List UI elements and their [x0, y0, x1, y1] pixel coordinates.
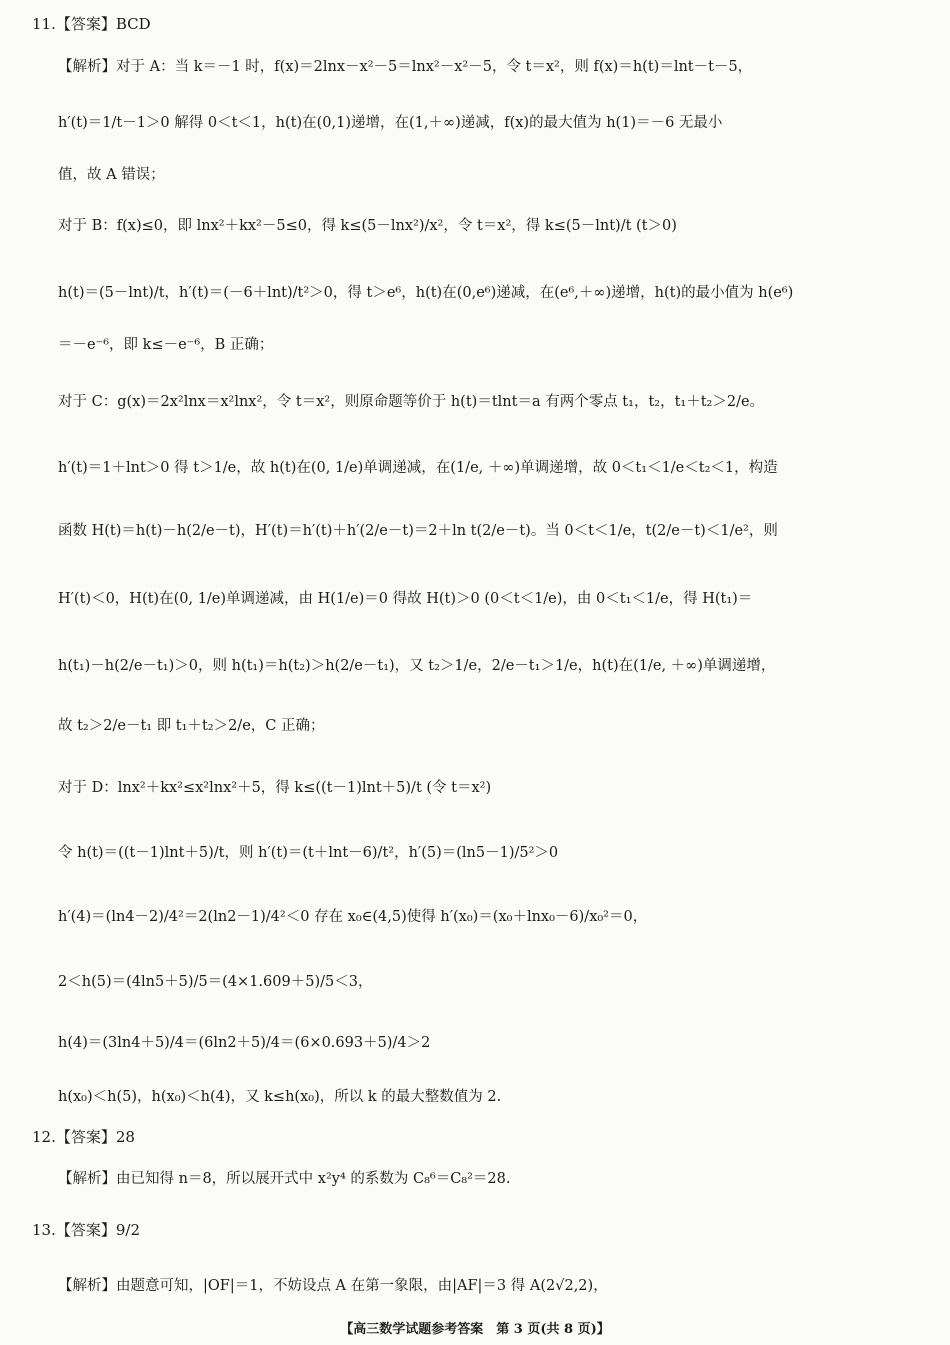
- text-line-l04: 值，故 A 错误；: [58, 167, 165, 183]
- text-line-l12: h(t₁)－h(2/e－t₁)＞0，则 h(t₁)＝h(t₂)＞h(2/e－t₁)，又 t₂＞1/e，2/e－t₁＞1/e，h(t)在(1/e, ＋∞)单调递增，: [58, 658, 776, 674]
- text-line-l03: h′(t)＝1/t－1＞0 解得 0＜t＜1，h(t)在(0,1)递增，在(1,＋∞)递减，f(x)的最大值为 h(1)＝－6 无最小: [58, 115, 723, 131]
- text-line-l07: ＝－e⁻⁶，即 k≤－e⁻⁶，B 正确；: [58, 337, 274, 353]
- text-line-l05: 对于 B：f(x)≤0，即 lnx²＋kx²－5≤0，得 k≤(5－lnx²)/x²，令 t＝x²，得 k≤(5－lnt)/t (t＞0): [58, 218, 677, 234]
- text-line-l06: h(t)＝(5－lnt)/t，h′(t)＝(－6＋lnt)/t²＞0，得 t＞e⁶，h(t)在(0,e⁶)递减，在(e⁶,＋∞)递增，h(t)的最小值为 h(e⁶): [58, 285, 794, 301]
- text-line-l21: 【解析】由已知得 n＝8，所以展开式中 x²y⁴ 的系数为 C₈⁶＝C₈²＝28.: [58, 1171, 511, 1187]
- text-line-l13: 故 t₂＞2/e－t₁ 即 t₁＋t₂＞2/e，C 正确；: [58, 718, 325, 734]
- text-line-l01: 11.【答案】BCD: [32, 15, 151, 33]
- page-footer: 【高三数学试题参考答案 第 3 页(共 8 页)】: [340, 1322, 610, 1337]
- text-line-l15: 令 h(t)＝((t－1)lnt＋5)/t，则 h′(t)＝(t＋lnt－6)/t²，h′(5)＝(ln5－1)/5²＞0: [58, 845, 559, 861]
- text-line-l20: 12.【答案】28: [32, 1128, 135, 1146]
- text-line-l09: h′(t)＝1＋lnt＞0 得 t＞1/e，故 h(t)在(0, 1/e)单调递减，在(1/e, ＋∞)单调递增，故 0＜t₁＜1/e＜t₂＜1，构造: [58, 460, 778, 476]
- text-line-l17: 2＜h(5)＝(4ln5＋5)/5＝(4×1.609＋5)/5＜3，: [58, 974, 373, 990]
- text-line-l19: h(x₀)＜h(5)，h(x₀)＜h(4)，又 k≤h(x₀)，所以 k 的最大整数值为 2.: [58, 1089, 502, 1105]
- text-line-l02: 【解析】对于 A：当 k＝－1 时，f(x)＝2lnx－x²－5＝lnx²－x²－5，令 t＝x²，则 f(x)＝h(t)＝lnt－t－5，: [58, 59, 753, 75]
- text-line-l16: h′(4)＝(ln4－2)/4²＝2(ln2－1)/4²＜0 存在 x₀∈(4,5)使得 h′(x₀)＝(x₀＋lnx₀－6)/x₀²＝0，: [58, 909, 648, 925]
- text-line-l08: 对于 C：g(x)＝2x²lnx＝x²lnx²，令 t＝x²，则原命题等价于 h(t)＝tlnt＝a 有两个零点 t₁，t₂，t₁＋t₂＞2/e。: [58, 394, 765, 410]
- text-line-l14: 对于 D：lnx²＋kx²≤x²lnx²＋5，得 k≤((t－1)lnt＋5)/t (令 t＝x²): [58, 780, 492, 796]
- text-line-l11: H′(t)＜0，H(t)在(0, 1/e)单调递减，由 H(1/e)＝0 得故 H(t)＞0 (0＜t＜1/e)，由 0＜t₁＜1/e，得 H(t₁)＝: [58, 591, 753, 607]
- text-line-l22: 13.【答案】9/2: [32, 1221, 140, 1239]
- text-line-l10: 函数 H(t)＝h(t)－h(2/e－t)，H′(t)＝h′(t)＋h′(2/e－t)＝2＋ln t(2/e－t)。当 0＜t＜1/e，t(2/e－t)＜1/e²，则: [58, 523, 778, 539]
- text-line-l18: h(4)＝(3ln4＋5)/4＝(6ln2＋5)/4＝(6×0.693＋5)/4＞2: [58, 1035, 431, 1051]
- text-line-l23: 【解析】由题意可知，|OF|＝1，不妨设点 A 在第一象限，由|AF|＝3 得 A(2√2,2)，: [58, 1278, 608, 1294]
